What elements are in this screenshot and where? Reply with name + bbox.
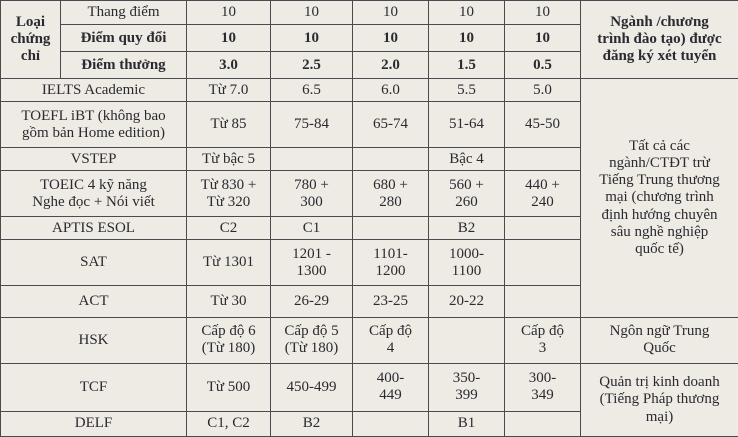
- cert-name: APTIS ESOL: [1, 217, 187, 240]
- converted-cell: 10: [187, 25, 271, 52]
- bonus-cell: 2.5: [271, 52, 353, 79]
- score-cell: [505, 411, 581, 436]
- converted-label: Điểm quy đổi: [61, 25, 187, 52]
- cert-name: DELF: [1, 411, 187, 436]
- score-cell: [353, 217, 429, 240]
- cert-name: TOEIC 4 kỹ năng Nghe đọc + Nói viết: [1, 171, 187, 217]
- score-cell: B2: [271, 411, 353, 436]
- bonus-cell: 0.5: [505, 52, 581, 79]
- cert-name: TCF: [1, 363, 187, 411]
- score-cell: B1: [429, 411, 505, 436]
- table-row: [1, 317, 738, 363]
- converted-cell: 10: [505, 25, 581, 52]
- scale-cell: 10: [187, 1, 271, 25]
- score-cell: 5.0: [505, 79, 581, 102]
- score-cell: Từ 30: [187, 286, 271, 317]
- score-cell: 23-25: [353, 286, 429, 317]
- score-cell: [505, 286, 581, 317]
- score-cell: Từ bậc 5: [187, 148, 271, 171]
- score-cell: Từ 500: [187, 363, 271, 411]
- program-header: Ngành /chương trình đào tạo) được đăng ký xét tuyển: [581, 1, 738, 79]
- score-cell: Từ 85: [187, 102, 271, 148]
- score-cell: [429, 317, 505, 363]
- score-cell: 560 + 260: [429, 171, 505, 217]
- score-cell: [353, 411, 429, 436]
- score-cell: C2: [187, 217, 271, 240]
- score-cell: Cấp độ 3: [505, 317, 581, 363]
- score-cell: B2: [429, 217, 505, 240]
- cert-name: HSK: [1, 317, 187, 363]
- program-business: Quản trị kinh doanh (Tiếng Pháp thương mại): [581, 363, 738, 436]
- cert-name: SAT: [1, 240, 187, 286]
- bonus-label: Điểm thưởng: [61, 52, 187, 79]
- scale-cell: 10: [271, 1, 353, 25]
- score-cell: 51-64: [429, 102, 505, 148]
- table-row: [1, 79, 738, 102]
- scale-cell: 10: [505, 1, 581, 25]
- score-cell: C1: [271, 217, 353, 240]
- score-cell: Từ 7.0: [187, 79, 271, 102]
- scale-label: Thang điểm: [61, 1, 187, 25]
- cert-name: IELTS Academic: [1, 79, 187, 102]
- score-cell: Cấp độ 5 (Từ 180): [271, 317, 353, 363]
- score-cell: 440 + 240: [505, 171, 581, 217]
- score-cell: [505, 148, 581, 171]
- score-cell: 450-499: [271, 363, 353, 411]
- score-cell: Bậc 4: [429, 148, 505, 171]
- score-cell: 6.5: [271, 79, 353, 102]
- scale-cell: 10: [353, 1, 429, 25]
- score-cell: 6.0: [353, 79, 429, 102]
- converted-cell: 10: [429, 25, 505, 52]
- score-cell: C1, C2: [187, 411, 271, 436]
- bonus-cell: 2.0: [353, 52, 429, 79]
- score-cell: 400- 449: [353, 363, 429, 411]
- score-cell: 1101- 1200: [353, 240, 429, 286]
- score-cell: [505, 240, 581, 286]
- score-cell: 1201 - 1300: [271, 240, 353, 286]
- converted-cell: 10: [353, 25, 429, 52]
- score-cell: 75-84: [271, 102, 353, 148]
- score-cell: 680 + 280: [353, 171, 429, 217]
- score-cell: 45-50: [505, 102, 581, 148]
- score-cell: 300- 349: [505, 363, 581, 411]
- bonus-cell: 3.0: [187, 52, 271, 79]
- score-cell: Từ 830 + Từ 320: [187, 171, 271, 217]
- program-general: Tất cả các ngành/CTĐT trừ Tiếng Trung thương mại (chương trình định hướng chuyên sâu nghề nghiệp quốc tế): [581, 79, 738, 317]
- scale-row: [1, 1, 738, 25]
- cert-name: TOEFL iBT (không bao gồm bản Home edition): [1, 102, 187, 148]
- score-cell: 20-22: [429, 286, 505, 317]
- score-cell: [505, 217, 581, 240]
- bonus-cell: 1.5: [429, 52, 505, 79]
- score-cell: 780 + 300: [271, 171, 353, 217]
- score-cell: Từ 1301: [187, 240, 271, 286]
- score-cell: 350- 399: [429, 363, 505, 411]
- score-cell: [271, 148, 353, 171]
- cert-type-header: Loại chứng chỉ: [1, 1, 61, 79]
- score-cell: 26-29: [271, 286, 353, 317]
- score-cell: [353, 148, 429, 171]
- table-row: [1, 363, 738, 411]
- score-cell: 1000- 1100: [429, 240, 505, 286]
- score-cell: Cấp độ 4: [353, 317, 429, 363]
- cert-name: VSTEP: [1, 148, 187, 171]
- score-cell: 65-74: [353, 102, 429, 148]
- program-chinese: Ngôn ngữ Trung Quốc: [581, 317, 738, 363]
- score-cell: Cấp độ 6 (Từ 180): [187, 317, 271, 363]
- score-cell: 5.5: [429, 79, 505, 102]
- cert-name: ACT: [1, 286, 187, 317]
- scale-cell: 10: [429, 1, 505, 25]
- converted-cell: 10: [271, 25, 353, 52]
